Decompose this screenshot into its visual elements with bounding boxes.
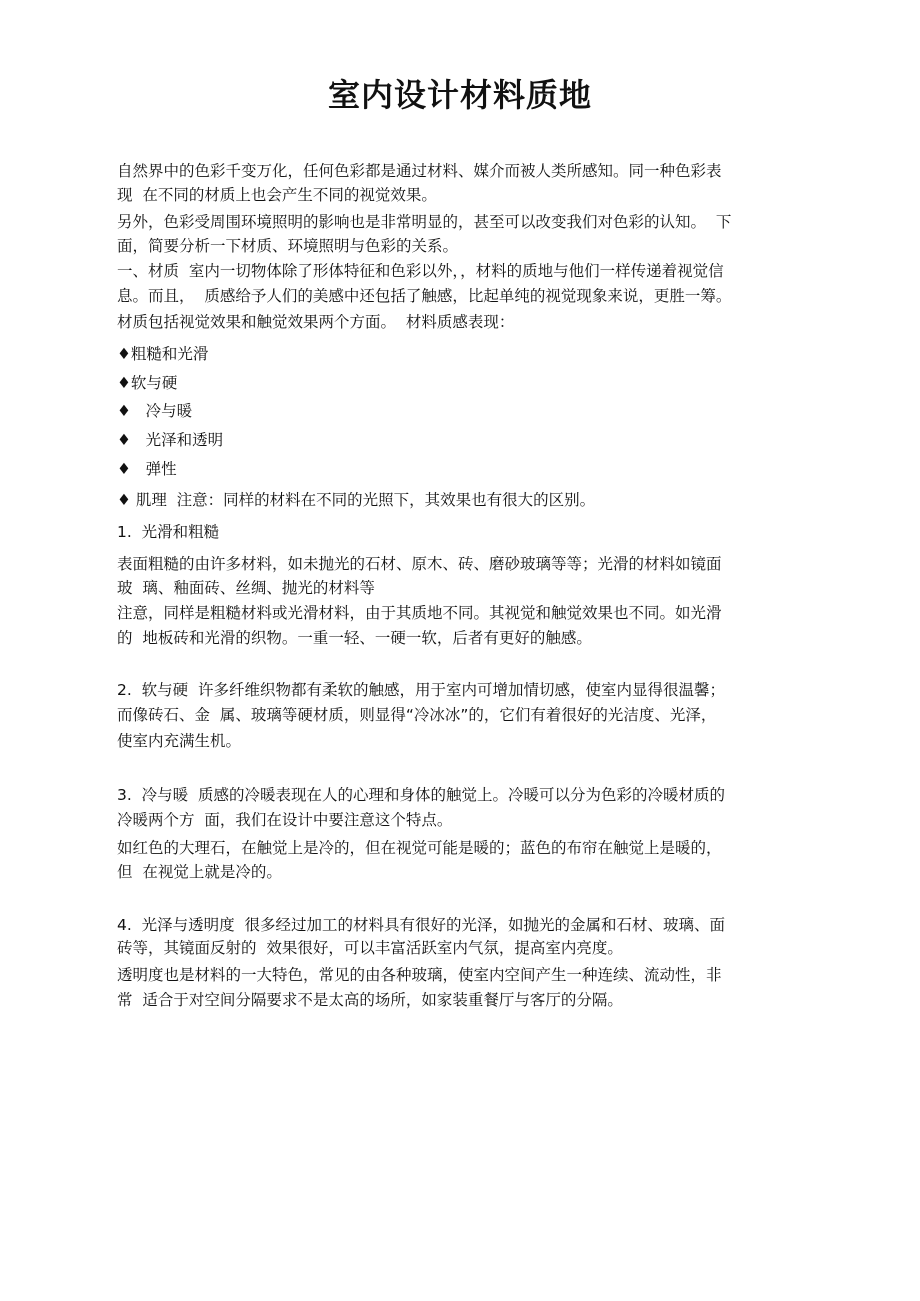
text-line: 常 适合于对空间分隔要求不是太高的场所，如家装重餐厅与客厅的分隔。 bbox=[117, 991, 623, 1009]
text-line: 如红色的大理石，在触觉上是冷的，但在视觉可能是暖的；蓝色的布帘在触觉上是暖的， bbox=[117, 839, 722, 857]
text-line: 自然界中的色彩千变万化，任何色彩都是通过材料、媒介而被人类所感知。同一种色彩表 bbox=[117, 162, 722, 180]
text-line: 砖等，其镜面反射的 效果很好，可以丰富活跃室内气氛，提高室内亮度。 bbox=[117, 939, 623, 957]
text-line: 2. 软与硬 许多纤维织物都有柔软的触感，用于室内可增加情切感，使室内显得很温馨； bbox=[117, 681, 725, 699]
text-line: 4. 光泽与透明度 很多经过加工的材料具有很好的光泽，如抛光的金属和石材、玻璃、面 bbox=[117, 916, 725, 934]
text-line: ♦ 肌理 注意：同样的材料在不同的光照下，其效果也有很大的区别。 bbox=[117, 491, 596, 509]
text-line: 1. 光滑和粗糙 bbox=[117, 523, 220, 541]
text-line: 但 在视觉上就是冷的。 bbox=[117, 863, 282, 881]
text-line: ♦软与硬 bbox=[117, 374, 178, 392]
text-line: 3. 冷与暖 质感的冷暖表现在人的心理和身体的触觉上。冷暖可以分为色彩的冷暖材质的 bbox=[117, 786, 725, 804]
text-line: 另外，色彩受周围环境照明的影响也是非常明显的，甚至可以改变我们对色彩的认知。 下 bbox=[117, 213, 732, 231]
document-title: 室内设计材料质地 bbox=[327, 76, 592, 114]
text-line: 注意，同样是粗糙材料或光滑材料，由于其质地不同。其视觉和触觉效果也不同。如光滑 bbox=[117, 604, 722, 622]
text-line: 表面粗糙的由许多材料，如未抛光的石材、原木、砖、磨砂玻璃等等；光滑的材料如镜面 bbox=[117, 555, 722, 573]
text-line: 现 在不同的材质上也会产生不同的视觉效果。 bbox=[117, 186, 437, 204]
text-line: ♦ 冷与暖 bbox=[117, 402, 193, 420]
text-line: 玻 璃、釉面砖、丝绸、抛光的材料等 bbox=[117, 579, 375, 597]
text-line: ♦粗糙和光滑 bbox=[117, 345, 209, 363]
text-line: ♦ 光泽和透明 bbox=[117, 431, 224, 449]
text-line: 使室内充满生机。 bbox=[117, 732, 242, 750]
text-line: 面，简要分析一下材质、环境照明与色彩的关系。 bbox=[117, 237, 459, 255]
text-line: 一、材质 室内一切物体除了形体特征和色彩以外，，材料的质地与他们一样传递着视觉信 bbox=[117, 262, 724, 280]
text-line: 透明度也是材料的一大特色，常见的由各种玻璃，使室内空间产生一种连续、流动性，非 bbox=[117, 966, 722, 984]
text-line: 而像砖石、金 属、玻璃等硬材质，则显得“冷冰冰”的，它们有着很好的光洁度、光泽， bbox=[117, 706, 717, 724]
text-line: 的 地板砖和光滑的织物。一重一轻、一硬一软，后者有更好的触感。 bbox=[117, 629, 592, 647]
text-line: ♦ 弹性 bbox=[117, 460, 177, 478]
text-line: 材质包括视觉效果和触觉效果两个方面。 材料质感表现： bbox=[117, 313, 515, 331]
text-line: 冷暖两个方 面，我们在设计中要注意这个特点。 bbox=[117, 811, 453, 829]
text-line: 息。而且， 质感给予人们的美感中还包括了触感，比起单纯的视觉现象来说，更胜一筹。 bbox=[117, 287, 732, 305]
